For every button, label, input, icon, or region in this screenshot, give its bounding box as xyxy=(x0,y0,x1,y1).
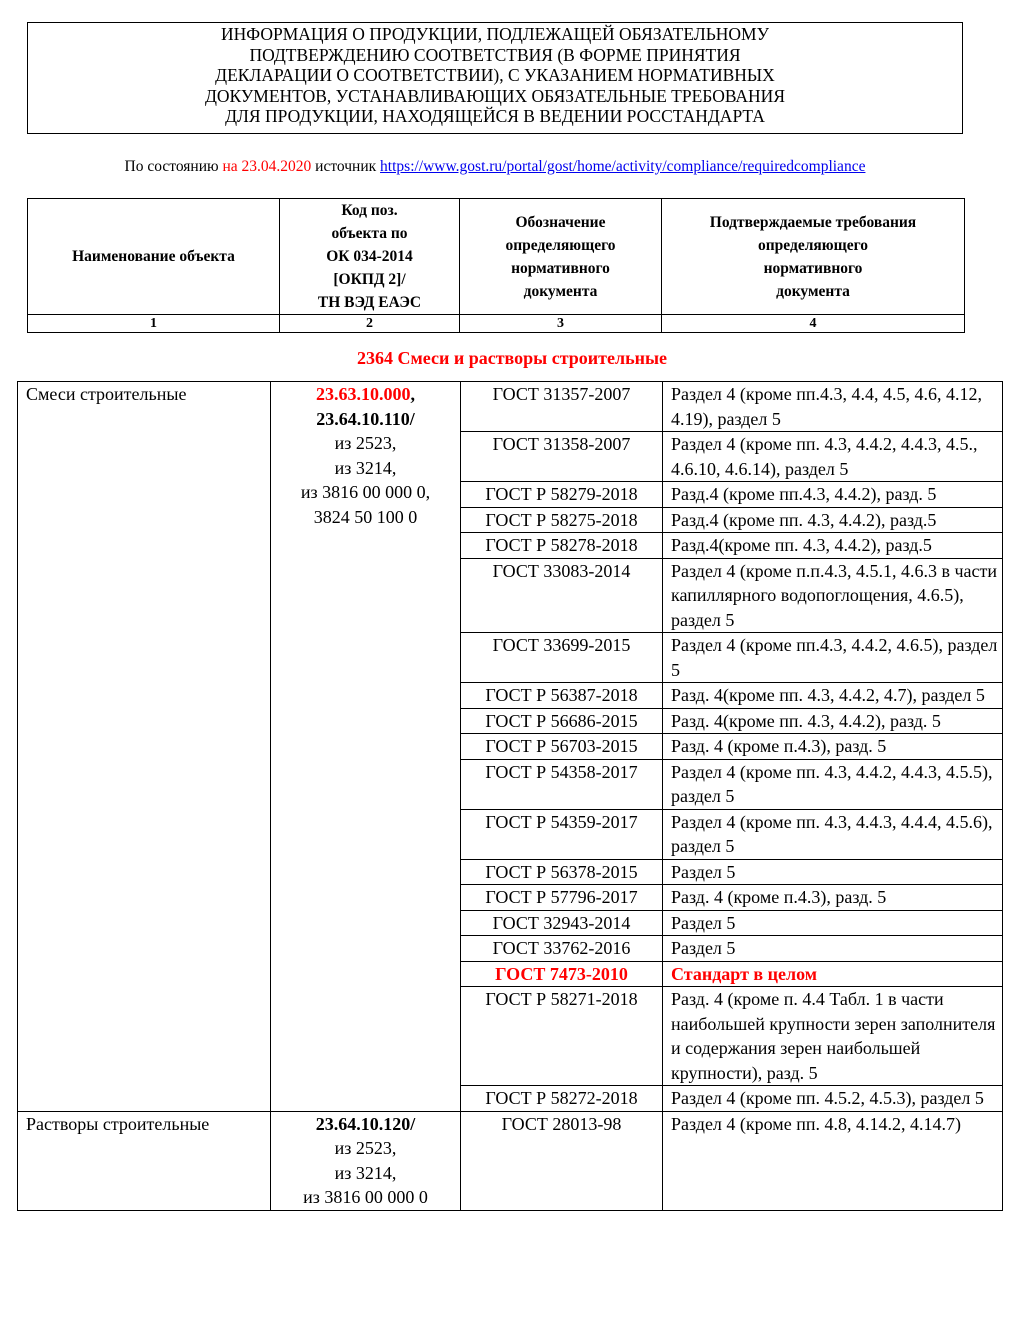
standard-designation: ГОСТ 33762-2016 xyxy=(461,936,663,962)
object-name: Растворы строительные xyxy=(18,1111,271,1210)
source-link[interactable]: https://www.gost.ru/portal/gost/home/activity/compliance/requiredcompliance xyxy=(380,158,866,175)
confirmed-requirements: Разд.4(кроме пп. 4.3, 4.4.2), разд.5 xyxy=(663,533,1003,559)
status-date: на 23.04.2020 xyxy=(222,158,312,175)
standard-designation: ГОСТ Р 58275-2018 xyxy=(461,507,663,533)
standard-designation: ГОСТ 32943-2014 xyxy=(461,910,663,936)
confirmed-requirements: Стандарт в целом xyxy=(663,961,1003,987)
header-table xyxy=(27,198,965,333)
column-number: 3 xyxy=(460,315,662,333)
section-title: 2364 Смеси и растворы строительные xyxy=(357,348,667,368)
confirmed-requirements: Раздел 5 xyxy=(663,859,1003,885)
standard-designation: ГОСТ Р 58271-2018 xyxy=(461,987,663,1086)
confirmed-requirements: Раздел 4 (кроме пп.4.3, 4.4, 4.5, 4.6, 4.12, 4.19), раздел 5 xyxy=(663,382,1003,432)
header-col2: Код поз. объекта по ОК 034-2014 [ОКПД 2]/ ТН ВЭД ЕАЭС xyxy=(280,199,460,315)
document-title xyxy=(27,22,963,134)
status-prefix: По состоянию xyxy=(124,158,223,175)
header-col4: Подтверждаемые требования определяющего нормативного документа xyxy=(662,199,965,315)
title-line: ИНФОРМАЦИЯ О ПРОДУКЦИИ, ПОДЛЕЖАЩЕЙ ОБЯЗАТЕЛЬНОМУ xyxy=(221,24,769,44)
code-line: из 3214, xyxy=(334,457,397,478)
confirmed-requirements: Разд. 4 (кроме п. 4.4 Табл. 1 в части наибольшей крупности зерен заполнителя и содержания зерен наибольшей крупности), разд. 5 xyxy=(663,987,1003,1086)
object-name: Смеси строительные xyxy=(18,382,271,1112)
confirmed-requirements: Раздел 5 xyxy=(663,936,1003,962)
object-code xyxy=(271,1111,461,1210)
object-code xyxy=(271,382,461,1112)
standard-designation: ГОСТ 31357-2007 xyxy=(461,382,663,432)
standard-designation: ГОСТ Р 54359-2017 xyxy=(461,809,663,859)
code-line: 3824 50 100 0 xyxy=(313,506,418,527)
column-number: 1 xyxy=(28,315,280,333)
confirmed-requirements: Раздел 4 (кроме пп. 4.5.2, 4.5.3), раздел 5 xyxy=(663,1086,1003,1112)
confirmed-requirements: Разд.4 (кроме пп. 4.3, 4.4.2), разд.5 xyxy=(663,507,1003,533)
standard-designation: ГОСТ 7473-2010 xyxy=(461,961,663,987)
standard-designation: ГОСТ Р 56703-2015 xyxy=(461,734,663,760)
code-line: из 2523, xyxy=(334,433,397,453)
standard-designation: ГОСТ Р 58278-2018 xyxy=(461,533,663,559)
confirmed-requirements: Раздел 5 xyxy=(663,910,1003,936)
standard-designation: ГОСТ 33083-2014 xyxy=(461,558,663,633)
confirmed-requirements: Раздел 4 (кроме пп. 4.3, 4.4.3, 4.4.4, 4.5.6), раздел 5 xyxy=(663,809,1003,859)
confirmed-requirements: Разд. 4(кроме пп. 4.3, 4.4.2, 4.7), раздел 5 xyxy=(663,683,1003,709)
standard-designation: ГОСТ Р 58279-2018 xyxy=(461,482,663,508)
standard-designation: ГОСТ Р 58272-2018 xyxy=(461,1086,663,1112)
code-line: из 3816 00 000 0 xyxy=(303,1187,428,1207)
header-col3: Обозначение определяющего нормативного документа xyxy=(460,199,662,315)
code-line: 23.64.10.120/ xyxy=(315,1113,416,1134)
code-line: из 3816 00 000 0, xyxy=(300,482,431,502)
standard-designation: ГОСТ 33699-2015 xyxy=(461,633,663,683)
standard-designation: ГОСТ Р 56686-2015 xyxy=(461,708,663,734)
title-line: ДОКУМЕНТОВ, УСТАНАВЛИВАЮЩИХ ОБЯЗАТЕЛЬНЫЕ ТРЕБОВАНИЯ xyxy=(204,85,785,106)
code-line: из 3214, xyxy=(334,1162,397,1183)
code-line: 23.63.10.000, xyxy=(316,384,415,404)
confirmed-requirements: Разд.4 (кроме пп.4.3, 4.4.2), разд. 5 xyxy=(663,482,1003,508)
code-line: из 2523, xyxy=(334,1138,397,1158)
confirmed-requirements: Раздел 4 (кроме пп.4.3, 4.4.2, 4.6.5), раздел 5 xyxy=(663,633,1003,683)
column-number: 2 xyxy=(280,315,460,333)
confirmed-requirements: Раздел 4 (кроме пп. 4.3, 4.4.2, 4.4.3, 4.5., 4.6.10, 4.6.14), раздел 5 xyxy=(663,432,1003,482)
standard-designation: ГОСТ Р 56378-2015 xyxy=(461,859,663,885)
requirements-table xyxy=(17,381,1003,1211)
confirmed-requirements: Раздел 4 (кроме п.п.4.3, 4.5.1, 4.6.3 в части капиллярного водопоглощения, 4.6.5), раздел 5 xyxy=(663,558,1003,633)
table-row xyxy=(18,382,1003,432)
standard-designation: ГОСТ Р 54358-2017 xyxy=(461,759,663,809)
confirmed-requirements: Разд. 4 (кроме п.4.3), разд. 5 xyxy=(663,734,1003,760)
header-col1: Наименование объекта xyxy=(28,199,280,315)
standard-designation: ГОСТ Р 56387-2018 xyxy=(461,683,663,709)
confirmed-requirements: Разд. 4 (кроме п.4.3), разд. 5 xyxy=(663,885,1003,911)
code-line: 23.64.10.110/ xyxy=(316,408,415,429)
standard-designation: ГОСТ 28013-98 xyxy=(461,1111,663,1210)
status-middle: источник xyxy=(311,158,381,175)
confirmed-requirements: Раздел 4 (кроме пп. 4.3, 4.4.2, 4.4.3, 4.5.5), раздел 5 xyxy=(663,759,1003,809)
title-line: ПОДТВЕРЖДЕНИЮ СООТВЕТСТВИЯ (В ФОРМЕ ПРИНЯТИЯ xyxy=(249,44,741,65)
title-line: ДЕКЛАРАЦИИ О СООТВЕТСТВИИ), С УКАЗАНИЕМ НОРМАТИВНЫХ xyxy=(215,65,775,85)
standard-designation: ГОСТ Р 57796-2017 xyxy=(461,885,663,911)
confirmed-requirements: Раздел 4 (кроме пп. 4.8, 4.14.2, 4.14.7) xyxy=(663,1111,1003,1210)
title-line: ДЛЯ ПРОДУКЦИИ, НАХОДЯЩЕЙСЯ В ВЕДЕНИИ РОССТАНДАРТА xyxy=(225,106,765,126)
table-row xyxy=(18,1111,1003,1210)
confirmed-requirements: Разд. 4(кроме пп. 4.3, 4.4.2), разд. 5 xyxy=(663,708,1003,734)
standard-designation: ГОСТ 31358-2007 xyxy=(461,432,663,482)
status-line xyxy=(0,157,990,177)
column-number: 4 xyxy=(662,315,965,333)
